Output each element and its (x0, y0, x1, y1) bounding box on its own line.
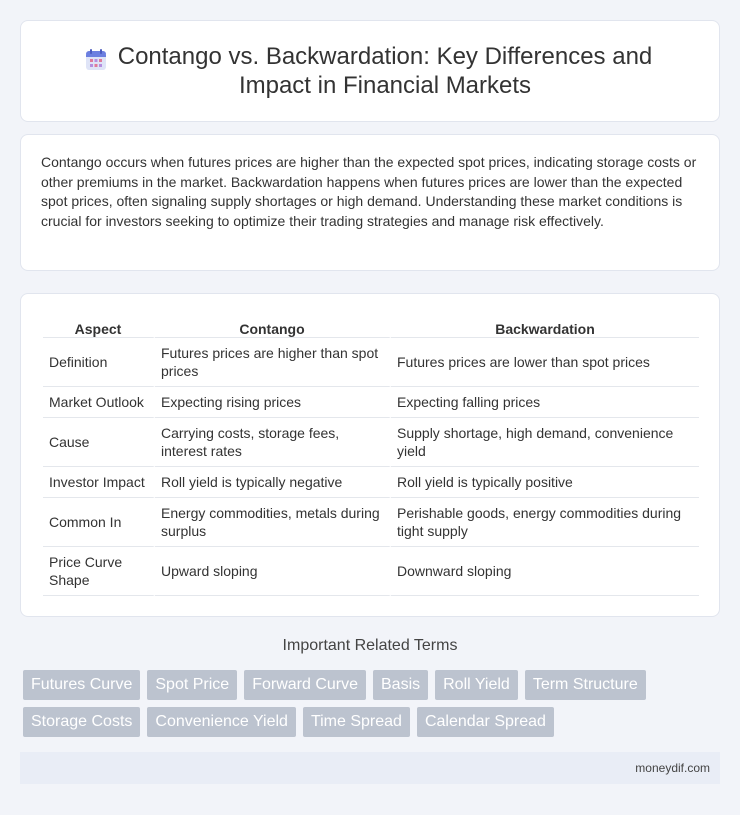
footer (20, 752, 720, 784)
term-tag[interactable]: Futures Curve (23, 670, 140, 700)
term-tag[interactable]: Time Spread (303, 707, 410, 737)
footer-site[interactable]: moneydif.com (635, 761, 710, 775)
page-title: Contango vs. Backwardation: Key Differences and Impact in Financial Markets (117, 43, 653, 99)
header-aspect: Aspect (43, 316, 155, 338)
related-terms-heading: Important Related Terms (282, 637, 458, 654)
cell-backwardation: Roll yield is typically positive (391, 467, 699, 498)
cell-aspect: Cause (43, 418, 155, 467)
cell-contango: Upward sloping (155, 547, 391, 596)
cell-aspect: Investor Impact (43, 467, 155, 498)
cell-contango: Expecting rising prices (155, 387, 391, 418)
term-tag[interactable]: Basis (373, 670, 428, 700)
cell-aspect: Definition (43, 338, 155, 387)
cell-contango: Futures prices are higher than spot prices (155, 338, 391, 387)
intro-card (20, 134, 720, 271)
cell-contango: Roll yield is typically negative (155, 467, 391, 498)
term-tag[interactable]: Calendar Spread (417, 707, 554, 737)
related-terms-list (23, 670, 723, 744)
header-backwardation: Backwardation (391, 316, 699, 338)
cell-backwardation: Perishable goods, energy commodities during tight supply (391, 498, 699, 547)
table-row (43, 387, 699, 418)
cell-contango: Energy commodities, metals during surplus (155, 498, 391, 547)
table-header-row (43, 316, 699, 338)
cell-contango: Carrying costs, storage fees, interest rates (155, 418, 391, 467)
table-row (43, 547, 699, 596)
term-tag[interactable]: Storage Costs (23, 707, 140, 737)
term-tag[interactable]: Roll Yield (435, 670, 518, 700)
comparison-table (43, 316, 699, 596)
table-row (43, 418, 699, 467)
title-card (20, 20, 720, 122)
cell-backwardation: Expecting falling prices (391, 387, 699, 418)
table-row (43, 467, 699, 498)
term-tag[interactable]: Forward Curve (244, 670, 366, 700)
title-wrap (21, 21, 719, 121)
header-contango: Contango (155, 316, 391, 338)
comparison-card (20, 293, 720, 617)
term-tag[interactable]: Term Structure (525, 670, 646, 700)
cell-backwardation: Supply shortage, high demand, convenience yield (391, 418, 699, 467)
table-row (43, 338, 699, 387)
cell-aspect: Common In (43, 498, 155, 547)
term-tag[interactable]: Spot Price (147, 670, 237, 700)
cell-aspect: Market Outlook (43, 387, 155, 418)
table-row (43, 498, 699, 547)
cell-aspect: Price Curve Shape (43, 547, 155, 596)
cell-backwardation: Downward sloping (391, 547, 699, 596)
intro-paragraph: Contango occurs when futures prices are higher than the expected spot prices, indicating storage costs or other premiums in the market. Backwardation happens when futures prices are lower than the expected spot prices, often signaling supply shortages or high demand. Understanding these market conditions is crucial for investors seeking to optimize their trading strategies and manage risk effectively. (41, 154, 697, 229)
cell-backwardation: Futures prices are lower than spot prices (391, 338, 699, 387)
term-tag[interactable]: Convenience Yield (147, 707, 296, 737)
